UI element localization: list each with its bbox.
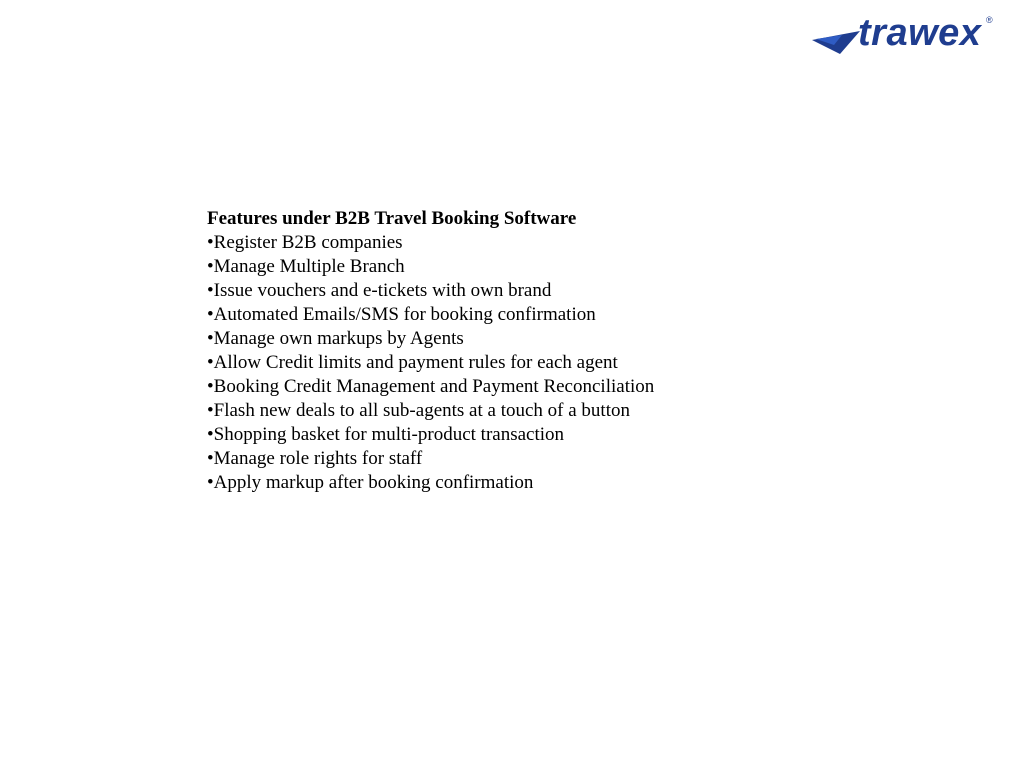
- registered-mark: ®: [986, 15, 993, 25]
- feature-item: •Automated Emails/SMS for booking confirmation: [207, 304, 596, 325]
- feature-item: •Flash new deals to all sub-agents at a touch of a button: [207, 400, 630, 421]
- feature-item: •Manage Multiple Branch: [207, 256, 405, 277]
- features-heading: Features under B2B Travel Booking Software: [207, 208, 577, 229]
- feature-item: •Shopping basket for multi-product transaction: [207, 424, 565, 445]
- features-list: [207, 231, 907, 495]
- feature-item: •Register B2B companies: [207, 232, 403, 253]
- logo-wordmark: trawex: [858, 12, 982, 54]
- feature-item: •Issue vouchers and e-tickets with own brand: [207, 280, 552, 301]
- arrow-logo-icon: [812, 14, 862, 54]
- trawex-logo: [812, 14, 1008, 56]
- feature-item: •Manage role rights for staff: [207, 448, 423, 469]
- feature-item: •Allow Credit limits and payment rules for each agent: [207, 352, 618, 373]
- features-section: [207, 207, 907, 495]
- feature-item: •Booking Credit Management and Payment Reconciliation: [207, 376, 655, 397]
- feature-item: •Manage own markups by Agents: [207, 328, 464, 349]
- feature-item: •Apply markup after booking confirmation: [207, 472, 534, 493]
